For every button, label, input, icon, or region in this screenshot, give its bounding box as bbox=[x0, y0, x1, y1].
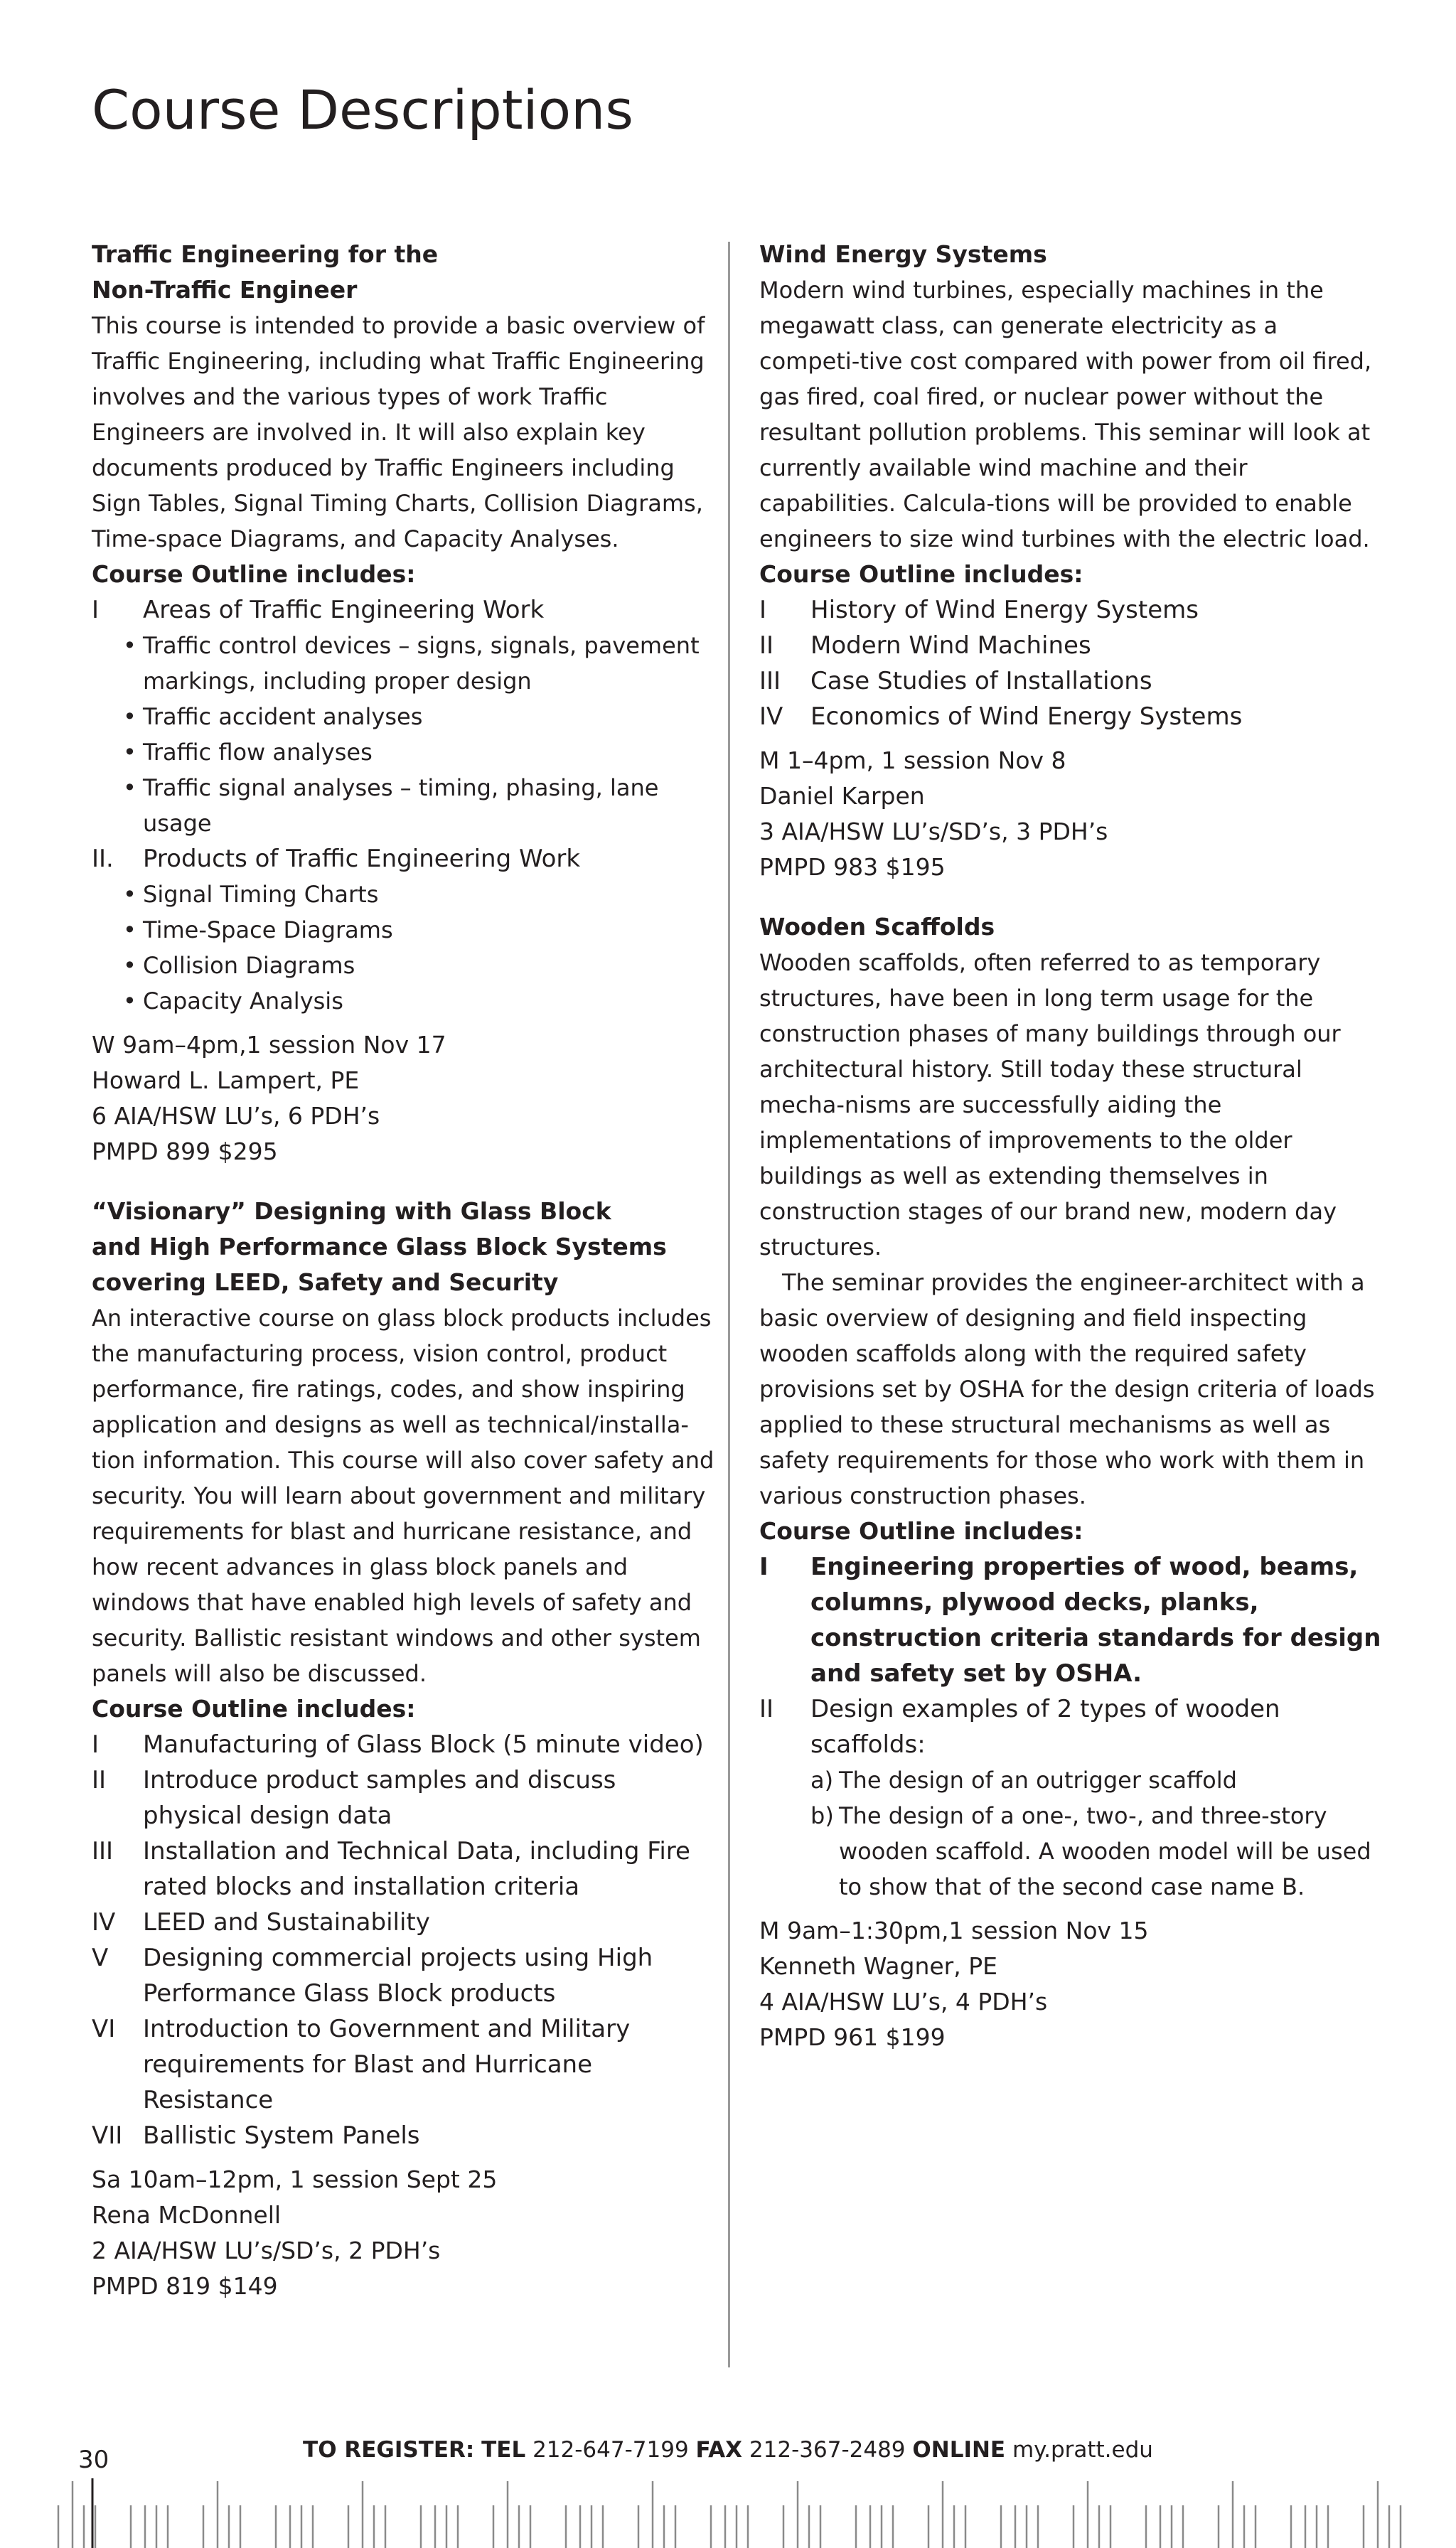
course-credits: 2 AIA/HSW LU’s/SD’s, 2 PDH’s bbox=[92, 2237, 441, 2264]
course-schedule: W 9am–4pm,1 session Nov 17 bbox=[92, 1031, 446, 1059]
course-glass-block bbox=[92, 1194, 717, 2304]
course-instructor: Howard L. Lampert, PE bbox=[92, 1066, 360, 1094]
outline-item: I History of Wind Energy Systems bbox=[759, 596, 1199, 624]
course-wind-energy bbox=[759, 237, 1385, 885]
outline-heading: Course Outline includes: bbox=[759, 1517, 1083, 1545]
outline-item: I Engineering properties of wood, beams, columns, plywood decks, planks, construction criteria standards for design and safety set by OSHA. bbox=[759, 1553, 1381, 1688]
course-credits: 6 AIA/HSW LU’s, 6 PDH’s bbox=[92, 1102, 380, 1130]
outline-item: I Manufacturing of Glass Block (5 minute video) bbox=[92, 1730, 704, 1759]
course-description: This course is intended to provide a basic overview of Traffic Engineering, including what Traffic Engineering involves and the various types of work Traffic Engineers are involved in. It will also explain key documents produced by Traffic Engineers including Sign Tables, Signal Timing Charts, Collision Diagrams, Time-space Diagrams, and Capacity Analyses. bbox=[92, 312, 705, 552]
course-title: “Visionary” Designing with Glass Block and High Performance Glass Block Systems covering LEED, Safety and Security bbox=[92, 1197, 667, 1296]
course-code-price: PMPD 961 $199 bbox=[759, 2023, 946, 2051]
course-title: Wooden Scaffolds bbox=[759, 913, 995, 941]
outline-subitem: • Collision Diagrams bbox=[123, 952, 355, 979]
course-outline bbox=[92, 1727, 717, 2153]
course-instructor: Daniel Karpen bbox=[759, 782, 925, 810]
left-column bbox=[92, 237, 717, 2328]
course-code-price: PMPD 899 $295 bbox=[92, 1138, 278, 1165]
outline-subitem: b) The design of a one-, two-, and three-story wooden scaffold. A wooden model will be used to show that of the second case name B. bbox=[810, 1802, 1371, 1900]
right-column bbox=[759, 237, 1385, 2079]
outline-heading: Course Outline includes: bbox=[92, 560, 416, 588]
fax-number: 212-367-2489 bbox=[749, 2437, 906, 2463]
column-divider bbox=[728, 242, 730, 2367]
course-description: An interactive course on glass block products includes the manufacturing process, vision control, product performance, fire ratings, codes, and show inspiring application and designs as well as technical/installa-tion information. This course will also cover safety and security. You will learn about government and military requirements for blast and hurricane resistance, and how recent advances in glass block panels and windows that have enabled high levels of safety and security. Ballistic resistant windows and other system panels will also be discussed. bbox=[92, 1305, 714, 1687]
outline-subitem: • Traffic control devices – signs, signals, pavement markings, including proper design bbox=[123, 632, 700, 695]
outline-item: III Installation and Technical Data, including Fire rated blocks and installation criteria bbox=[92, 1837, 690, 1901]
course-instructor: Kenneth Wagner, PE bbox=[759, 1952, 997, 1980]
course-credits: 4 AIA/HSW LU’s, 4 PDH’s bbox=[759, 1988, 1048, 2016]
outline-item: IV Economics of Wind Energy Systems bbox=[759, 702, 1243, 731]
course-credits: 3 AIA/HSW LU’s/SD’s, 3 PDH’s bbox=[759, 818, 1108, 845]
course-traffic-engineering bbox=[92, 237, 717, 1169]
outline-item: VII Ballistic System Panels bbox=[92, 2121, 420, 2150]
outline-item: II Introduce product samples and discuss physical design data bbox=[92, 1766, 616, 1830]
course-code-price: PMPD 819 $149 bbox=[92, 2272, 278, 2300]
course-title: Traffic Engineering for the Non-Traffic Engineer bbox=[92, 240, 439, 304]
outline-item: I Areas of Traffic Engineering Work bbox=[92, 596, 545, 624]
outline-item: III Case Studies of Installations bbox=[759, 667, 1152, 695]
course-code-price: PMPD 983 $195 bbox=[759, 853, 946, 881]
website-url: my.pratt.edu bbox=[1012, 2437, 1153, 2463]
outline-item: VI Introduction to Government and Military requirements for Blast and Hurricane Resistance bbox=[92, 2015, 631, 2114]
outline-item: II. Products of Traffic Engineering Work bbox=[92, 845, 581, 873]
outline-subitem: • Traffic signal analyses – timing, phasing, lane usage bbox=[123, 774, 659, 837]
outline-subitem: • Traffic flow analyses bbox=[123, 739, 373, 766]
phone-number: 212-647-7199 bbox=[532, 2437, 689, 2463]
course-schedule: Sa 10am–12pm, 1 session Sept 25 bbox=[92, 2166, 498, 2193]
decorative-tick-marks bbox=[0, 2474, 1456, 2548]
course-schedule: M 9am–1:30pm,1 session Nov 15 bbox=[759, 1917, 1149, 1944]
course-info bbox=[759, 1913, 1385, 2055]
outline-item: II Design examples of 2 types of wooden scaffolds: bbox=[759, 1695, 1280, 1759]
outline-subitem: • Signal Timing Charts bbox=[123, 881, 379, 908]
outline-heading: Course Outline includes: bbox=[759, 560, 1083, 588]
course-info bbox=[92, 2162, 717, 2304]
outline-heading: Course Outline includes: bbox=[92, 1695, 416, 1723]
course-info bbox=[92, 1027, 717, 1169]
outline-subitem: • Traffic accident analyses bbox=[123, 703, 423, 730]
outline-subitem: • Time-Space Diagrams bbox=[123, 916, 393, 943]
registration-footer: TO REGISTER: TEL 212-647-7199 FAX 212-367-2489 ONLINE my.pratt.edu bbox=[303, 2437, 1153, 2463]
course-instructor: Rena McDonnell bbox=[92, 2201, 282, 2229]
outline-subitem: a) The design of an outrigger scaffold bbox=[810, 1767, 1237, 1794]
outline-item: IV LEED and Sustainability bbox=[92, 1908, 430, 1937]
course-schedule: M 1–4pm, 1 session Nov 8 bbox=[759, 746, 1066, 774]
course-description: Modern wind turbines, especially machines in the megawatt class, can generate electricity as a competi-tive cost compared with power from oil fired, gas fired, coal fired, or nuclear power without the resultant pollution problems. This seminar will look at currently available wind machine and their capabilities. Calcula-tions will be provided to enable engineers to size wind turbines with the electric load. bbox=[759, 277, 1372, 552]
course-outline bbox=[92, 592, 717, 1019]
course-title: Wind Energy Systems bbox=[759, 240, 1047, 268]
page-title: Course Descriptions bbox=[92, 78, 633, 141]
outline-item: II Modern Wind Machines bbox=[759, 631, 1091, 660]
course-description: Wooden scaffolds, often referred to as temporary structures, have been in long term usage for the construction phases of many buildings through our architectural history. Still today these structural mecha-nisms are successfully aiding the implementations of improvements to the older buildings as well as extending themselves in construction stages of our brand new, modern day structures. The seminar provides the engineer-architect with a basic overview of designing and field inspecting wooden scaffolds along with the required safety provisions set by OSHA for the design criteria of loads applied to these structural mechanisms as well as safety requirements for those who work with them in various construction phases. bbox=[759, 949, 1375, 1509]
course-info bbox=[759, 743, 1385, 885]
course-outline bbox=[759, 592, 1385, 734]
course-outline bbox=[759, 1549, 1385, 1905]
outline-subitem: • Capacity Analysis bbox=[123, 987, 343, 1015]
page-number: 30 bbox=[78, 2446, 109, 2474]
outline-item: V Designing commercial projects using High Performance Glass Block products bbox=[92, 1944, 653, 2008]
course-wooden-scaffolds bbox=[759, 909, 1385, 2055]
